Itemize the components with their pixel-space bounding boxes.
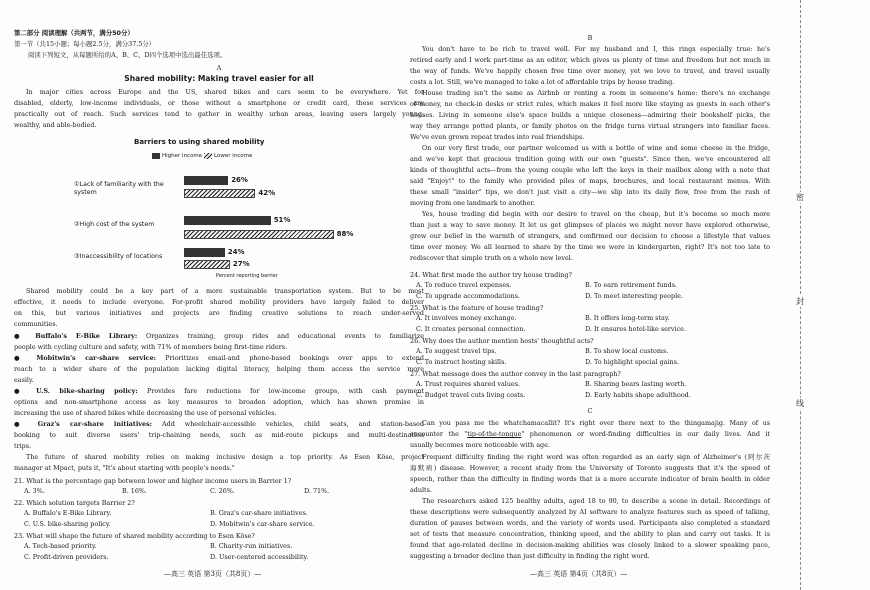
- page-footer: —高三 英语 第4页（共8页）—: [530, 570, 628, 578]
- option[interactable]: B. To earn retirement funds.: [585, 281, 678, 289]
- paragraph-line: speech, rather than the difficulty in finding words that is a more accurate indicator of brain health in older: [410, 475, 770, 483]
- bullet-line: easily.: [14, 376, 34, 384]
- data-label: 27%: [232, 259, 250, 268]
- option[interactable]: A. Tech-based priority.: [24, 542, 97, 550]
- data-label: 26%: [231, 175, 248, 184]
- option[interactable]: C. 26%.: [210, 487, 235, 495]
- paragraph-line: found that age-related decline in decision-making abilities was closely linked to a slower speaking pace,: [410, 541, 770, 549]
- binding-dashed-line: [800, 0, 801, 590]
- paragraph-line: grew our belief in the warmth of strangers, and confirmed our decision to choose a lifestyle that values: [410, 232, 770, 240]
- paragraph-line: houses. Living in someone else's space builds a unique closeness—admiring their bookshelf picks, the: [410, 111, 770, 119]
- text-span: " phenomenon or word-finding difficulties in our daily lives. And it: [521, 430, 770, 438]
- paragraph-line: the way of funds. We've happily chosen free time over money, yet we love to travel, and travel usually: [410, 67, 770, 75]
- paragraph-line: manager at Mpact, puts it, "It's about starting with people's needs.": [14, 464, 235, 472]
- paragraph-line: The researchers asked 125 healthy adults, aged 18 to 90, to describe a scene in detail. Recordings of: [422, 497, 770, 505]
- paragraph-line: kinds of thoughtful acts—from the young couple who left the keys in their mailbox along with a note that: [410, 166, 770, 174]
- paragraph-line: wealthy, and able-bodied.: [14, 121, 97, 129]
- page-footer: —高三 英语 第3页（共8页）—: [164, 570, 262, 578]
- bullet-text: Organizes training, group rides and educational events to familiarize: [137, 332, 424, 340]
- paragraph-line: Yes, house trading did begin with our desire to travel on the cheap, but it's become so much more: [422, 210, 770, 218]
- text-span: encounter the ": [410, 430, 468, 438]
- legend-lower: Lower income: [214, 153, 253, 159]
- paragraph-line: Can you pass me the whatchamacallit? It's right over there next to the thingamajig. Many of us: [422, 419, 770, 427]
- bar-higher-income: [184, 216, 271, 225]
- paragraph-line: practically out of reach. Such services tend to gather in wealthy urban areas, leaving users largely young,: [14, 110, 424, 118]
- paragraph-line: these small "insider" tips, we don't just visit a city—we slip into its daily flow, free from the rush of: [410, 188, 770, 196]
- option[interactable]: B. Charity-run initiatives.: [210, 542, 293, 550]
- option[interactable]: B. Graz's car-share initiatives.: [210, 509, 308, 517]
- instruction: 阅读下列短文，从每题所给的A、B、C、D四个选项中选出最佳选项。: [28, 51, 227, 59]
- option[interactable]: A. Buffalo's E-Bike Library.: [24, 509, 112, 517]
- bullet-line: [14, 419, 424, 429]
- paragraph-line: Frequent difficulty finding the right word was often regarded as an early sign of Alzheimer's (阿尔茨: [422, 453, 770, 461]
- paragraph-line: time over money. We all learned to share by the time we were in kindergarten, right? It's not too late to: [410, 243, 770, 251]
- paragraph-line: set of tests that measure concentration, thinking speed, and the ability to plan and carry out tasks. It is: [410, 530, 770, 538]
- paragraph-line: In major cities across Europe and the US, shared bikes and cars seem to be everywhere. Yet for: [26, 88, 424, 96]
- option[interactable]: A. Trust requires shared values.: [416, 380, 521, 388]
- paragraph-line: effective, it needs to include everyone. For-profit shared mobility providers have largely failed to deliver: [14, 298, 424, 306]
- paragraph-line: Shared mobility could be a key part of a more sustainable transportation system. But to be most: [26, 287, 424, 295]
- barrier-chart: [64, 134, 364, 284]
- question-25: 25. What is the feature of house trading?: [410, 304, 544, 312]
- option[interactable]: A. 3%.: [24, 487, 45, 495]
- binding-char: 密: [796, 193, 804, 202]
- question-23: 23. What will shape the future of shared mobility according to Esen Köse?: [14, 532, 255, 540]
- paragraph-line: on this, but various initiatives and projects are finding creative solutions to reach under-served: [14, 309, 424, 317]
- underlined-phrase: tip-of-the-tongue: [467, 430, 522, 438]
- question-21: 21. What is the percentage gap between lower and higher income users in Barrier 1?: [14, 477, 292, 485]
- legend-swatch-higher: [152, 153, 160, 159]
- option[interactable]: B. It offers long-term stay.: [585, 314, 670, 322]
- left-page: [14, 0, 424, 590]
- section-heading: 第一节（共15小题；每小题2.5分，满分37.5分）: [14, 40, 156, 48]
- paragraph-line: usually becomes more noticeable with age.: [410, 441, 550, 449]
- option[interactable]: C. To upgrade accommodations.: [416, 292, 521, 300]
- option[interactable]: B. Sharing bears lasting worth.: [585, 380, 687, 388]
- option[interactable]: C. To instruct hosting skills.: [416, 358, 507, 366]
- category-label: ②High cost of the system: [74, 221, 155, 228]
- option[interactable]: D. 71%.: [304, 487, 330, 495]
- paragraph-line: and we've kept that gracious tradition going with our own "guests". Since then, we've encountered all: [410, 155, 770, 163]
- bullet-line: [14, 353, 424, 363]
- option[interactable]: C. Profit-driven providers.: [24, 553, 109, 561]
- data-label: 88%: [336, 229, 354, 238]
- option[interactable]: B. 16%.: [122, 487, 147, 495]
- binding-char: 封: [796, 297, 804, 306]
- chart-title: Barriers to using shared mobility: [134, 138, 265, 146]
- paragraph-line: of money, no check-in desks or strict rules, which makes it feel more like staying as guests in each other's: [410, 100, 770, 108]
- bullet-heading: ● Graz's car-share initiatives:: [14, 420, 153, 428]
- right-page: [410, 0, 770, 590]
- passage-a-letter: A: [216, 64, 222, 72]
- option[interactable]: B. To show local customs.: [585, 347, 669, 355]
- option[interactable]: A. It involves money exchange.: [416, 314, 517, 322]
- passage-b-letter: B: [587, 34, 593, 42]
- binding-margin: [778, 0, 818, 590]
- legend-higher: Higher income: [162, 153, 203, 159]
- paragraph-line: than just a way to save money. It let us get glimpses of places we might never have explored otherwise,: [410, 221, 770, 229]
- bullet-line: increasing the use of shared bikes while decreasing the use of personal vehicles.: [14, 409, 277, 417]
- paragraph-line: communities.: [14, 320, 58, 328]
- bullet-line: booking to suit diverse users' trip-chaining needs, such as mid-route pickups and multi-destination: [14, 431, 424, 439]
- option[interactable]: D. Early habits shape adulthood.: [585, 391, 691, 399]
- bullet-heading: ● Buffalo's E-Bike Library:: [14, 332, 138, 340]
- paragraph-line: rediscover that simple truth on a whole new level.: [410, 254, 573, 262]
- paragraph-line: adults.: [410, 486, 432, 494]
- question-26: 26. Why does the author mention hosts' thoughtful acts?: [410, 337, 594, 345]
- paragraph-line: On our very first trade, our partner welcomed us with a bottle of wine and some cheese in the fridge,: [422, 144, 770, 152]
- paragraph-line: House trading isn't the same as Airbnb or renting a room in someone's home: there's no exchange: [422, 89, 770, 97]
- option[interactable]: D. It ensures hotel-like service.: [585, 325, 686, 333]
- paragraph-line: duration of pauses between words, and the variety of words used. Participants also completed a standard: [410, 519, 770, 527]
- bullet-line: trips.: [14, 442, 32, 450]
- bullet-line: options and non-smartphone access as key measures to broaden adoption, which has shown promise in: [14, 398, 424, 406]
- paragraph-line: retired early and I work part-time as an editor, which gives us plenty of time and freedom but not much in: [410, 56, 770, 64]
- bar-lower-income: [184, 260, 230, 269]
- part-heading: 第二部分 阅读理解（共两节，满分50分）: [14, 29, 134, 37]
- bullet-heading: ● Mobitwin's car-share service:: [14, 354, 156, 362]
- bullet-text: Provides fare reductions for low-income groups, with cash payment: [137, 387, 424, 395]
- x-axis-label: Percent reporting barrier: [216, 273, 278, 279]
- passage-a-title: Shared mobility: Making travel easier for all: [124, 74, 314, 83]
- data-label: 51%: [273, 215, 291, 224]
- paragraph-line: suggesting a broader decline than just difficulty in finding the right word.: [410, 552, 650, 560]
- bullet-text: Prioritizes email-and phone-based bookings over apps to extend: [156, 354, 424, 362]
- question-22: 22. Which solution targets Barrier 2?: [14, 499, 135, 507]
- bullet-line: people with cycling culture and safety, with 71% of members being first-time riders.: [14, 343, 288, 351]
- question-24: 24. What first made the author try house trading?: [410, 271, 572, 279]
- bar-higher-income: [184, 248, 225, 257]
- option[interactable]: D. To highlight special gains.: [585, 358, 679, 366]
- paragraph-line: disabled, elderly, low-income individuals, or those without a smartphone or credit card, these services are: [14, 99, 424, 107]
- bullet-text: Add wheelchair-accessible vehicles, child seats, and station-based: [152, 420, 424, 428]
- option[interactable]: C. Budget travel cuts living costs.: [416, 391, 526, 399]
- data-label: 42%: [258, 188, 276, 197]
- category-label: ①Lack of familiarity with the system: [74, 181, 164, 196]
- paragraph-line: moving from one landmark to another.: [410, 199, 535, 207]
- bullet-line: [14, 331, 424, 341]
- category-label: ③Inaccessibility of locations: [74, 253, 163, 260]
- bullet-line: reach to a wider share of the population lacking digital literacy, helping them access the service more: [14, 365, 424, 373]
- paragraph-line: 海默病) disease. However, a recent study from the University of Toronto suggests that it's the speed of: [410, 464, 770, 472]
- question-27: 27. What message does the author convey in the last paragraph?: [410, 370, 621, 378]
- option[interactable]: D. User-centered accessibility.: [210, 553, 309, 561]
- bar-higher-income: [184, 176, 228, 185]
- bar-lower-income: [184, 189, 255, 198]
- paragraph-line: We've even grown repeat trades into real friendships.: [410, 133, 585, 141]
- paragraph-line: said "Enjoy!" to the family who provided piles of maps, brochures, and local restaurant menus. With: [410, 177, 770, 185]
- bullet-line: [14, 386, 424, 396]
- option[interactable]: A. To suggest travel tips.: [416, 347, 497, 355]
- binding-char: 线: [796, 399, 804, 408]
- option[interactable]: A. To reduce travel expenses.: [416, 281, 512, 289]
- paragraph-line: You don't have to be rich to travel well. For my husband and I, this rings especially true: he's: [422, 45, 770, 53]
- paragraph-line: these descriptions were subsequently analyzed by AI software to analyze features such as speed of talking,: [410, 508, 770, 516]
- paragraph-line: way they arrange potted plants, or family photos on the fridge turns virtual strangers into familiar faces.: [410, 122, 770, 130]
- passage-c-letter: C: [587, 407, 593, 415]
- legend-swatch-lower: [204, 153, 212, 159]
- bullet-heading: ● U.S. bike-sharing policy:: [14, 387, 138, 395]
- paragraph-line: costs a lot. Still, we've managed to take a lot of affordable trips by house trading.: [410, 78, 675, 86]
- option[interactable]: C. It creates personal connection.: [416, 325, 526, 333]
- paragraph-line: [410, 429, 770, 439]
- paragraph-line: The future of shared mobility relies on making inclusive design a top priority. As Esen Köse, project: [26, 453, 424, 461]
- option[interactable]: D. To meet interesting people.: [585, 292, 683, 300]
- data-label: 24%: [227, 247, 245, 256]
- bar-lower-income: [184, 230, 334, 239]
- option[interactable]: C. U.S. bike-sharing policy.: [24, 520, 111, 528]
- option[interactable]: D. Mobitwin's car-share service.: [210, 520, 315, 528]
